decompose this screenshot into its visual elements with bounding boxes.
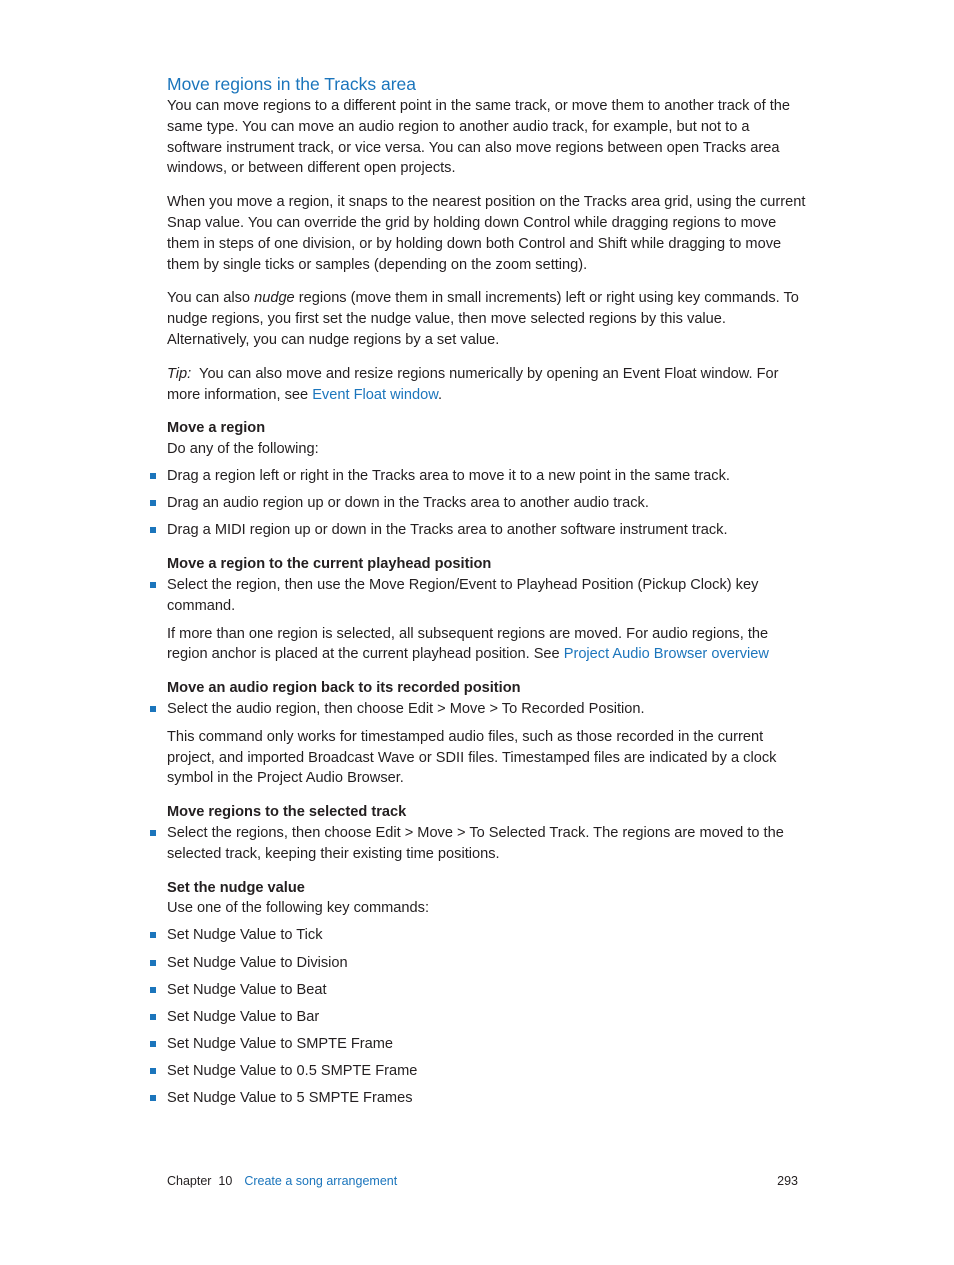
bullet-icon — [150, 473, 156, 479]
bullet-icon — [150, 1095, 156, 1101]
list-item-text: Select the audio region, then choose Edit > Move > To Recorded Position. — [167, 701, 645, 718]
bullet-icon — [150, 706, 156, 712]
tip-label: Tip: — [167, 365, 192, 382]
list-item-text: Select the regions, then choose Edit > Move > To Selected Track. The regions are moved to the selected track, keeping their existing time positions. — [167, 825, 784, 862]
bullet-icon — [150, 1068, 156, 1074]
tip-paragraph — [167, 364, 807, 406]
list-item-text: Set Nudge Value to Beat — [167, 981, 327, 998]
list-item-text: Set Nudge Value to 0.5 SMPTE Frame — [167, 1062, 418, 1079]
tip-text: You can also move and resize regions numerically by opening an Event Float window. For more information, see — [167, 365, 783, 403]
list-item-text: Set Nudge Value to Division — [167, 954, 348, 971]
event-float-window-link[interactable]: Event Float window — [312, 386, 438, 403]
bullet-icon — [150, 932, 156, 938]
list-item — [167, 575, 807, 617]
list-item-text: Select the region, then use the Move Region/Event to Playhead Position (Pickup Clock) key command. — [167, 577, 759, 614]
bullet-icon — [150, 1014, 156, 1020]
task-move-selected — [167, 802, 807, 864]
section-title: Move regions in the Tracks area — [167, 74, 417, 94]
task-heading-move-playhead: Move a region to the current playhead position — [167, 556, 492, 573]
page-number: 293 — [777, 1174, 798, 1188]
task-heading-set-nudge: Set the nudge value — [167, 879, 305, 896]
bullet-icon — [150, 500, 156, 506]
bullet-icon — [150, 582, 156, 588]
bullet-icon — [150, 830, 156, 836]
list-item — [167, 1088, 807, 1109]
page-content — [167, 72, 807, 1122]
list-item — [167, 520, 807, 541]
list-item — [167, 980, 807, 1001]
list-item — [167, 1034, 807, 1055]
footer-chapter-link[interactable]: Create a song arrangement — [244, 1174, 398, 1188]
bullet-icon — [150, 987, 156, 993]
task-move-recorded — [167, 678, 807, 789]
list-item — [167, 953, 807, 974]
list-item-text: Set Nudge Value to Bar — [167, 1008, 320, 1025]
task-heading-move-selected: Move regions to the selected track — [167, 804, 407, 821]
move-recorded-note: This command only works for timestamped audio files, such as those recorded in the current project, and imported Broadcast Wave or SDII files. Timestamped files are indicated by a clock symbol in the Project Audio Browser. — [167, 728, 777, 787]
intro-paragraph-2: When you move a region, it snaps to the nearest position on the Tracks area grid, using the current Snap value. You can override the grid by holding down Control while dragging regions to move them in steps of one division, or by holding down both Control and Shift while dragging to move them by single ticks or samples (depending on the zoom setting). — [167, 194, 806, 273]
move-playhead-note — [167, 624, 807, 666]
list-item — [167, 493, 807, 514]
task-move-region — [167, 418, 807, 541]
move-playhead-list — [167, 575, 807, 617]
intro-paragraph-3 — [167, 288, 807, 350]
list-item — [167, 1061, 807, 1082]
move-region-list — [167, 466, 807, 541]
intro-paragraph-3-end: regions (move them in small increments) left or right using key commands. To nudge regions, you first set the nudge value, then move selected regions by this value. Alternatively, you can nudge regions by a set value. — [167, 290, 799, 348]
intro-paragraph-1: You can move regions to a different point in the same track, or move them to another track of the same type. You can move an audio region to another audio track, for example, but not to a software instrument track, or vice versa. You can also move regions between open Tracks area windows, or between different open projects. — [167, 98, 791, 177]
list-item — [167, 823, 807, 865]
task-move-playhead — [167, 554, 807, 665]
list-item-text: Drag a region left or right in the Tracks area to move it to a new point in the same track. — [167, 468, 730, 485]
move-playhead-note-text: If more than one region is selected, all subsequent regions are moved. For audio regions, the region anchor is placed at the current playhead position. See — [167, 625, 769, 663]
list-item-text: Drag a MIDI region up or down in the Tracks area to another software instrument track. — [167, 522, 728, 539]
list-item — [167, 1007, 807, 1028]
task-lead-move-region: Do any of the following: — [167, 441, 319, 458]
task-lead-set-nudge: Use one of the following key commands: — [167, 900, 430, 917]
page-footer — [167, 1172, 798, 1190]
move-recorded-list — [167, 699, 807, 720]
task-heading-move-region: Move a region — [167, 420, 266, 437]
bullet-icon — [150, 527, 156, 533]
list-item-text: Drag an audio region up or down in the Tracks area to another audio track. — [167, 495, 649, 512]
list-item-text: Set Nudge Value to SMPTE Frame — [167, 1035, 394, 1052]
task-set-nudge — [167, 878, 807, 1109]
list-item — [167, 466, 807, 487]
list-item-text: Set Nudge Value to Tick — [167, 927, 323, 944]
bullet-icon — [150, 1041, 156, 1047]
task-heading-move-recorded: Move an audio region back to its recorded position — [167, 680, 521, 697]
nudge-list — [167, 925, 807, 1108]
tip-text-end: . — [437, 386, 443, 403]
list-item-text: Set Nudge Value to 5 SMPTE Frames — [167, 1090, 413, 1107]
move-selected-list — [167, 823, 807, 865]
bullet-icon — [150, 960, 156, 966]
footer-chapter: Chapter 10 — [167, 1174, 233, 1188]
intro-paragraph-3-start: You can also — [167, 290, 255, 307]
nudge-emphasis: nudge — [254, 290, 295, 307]
list-item — [167, 699, 807, 720]
list-item — [167, 925, 807, 946]
project-audio-browser-link[interactable]: Project Audio Browser overview — [563, 646, 769, 663]
